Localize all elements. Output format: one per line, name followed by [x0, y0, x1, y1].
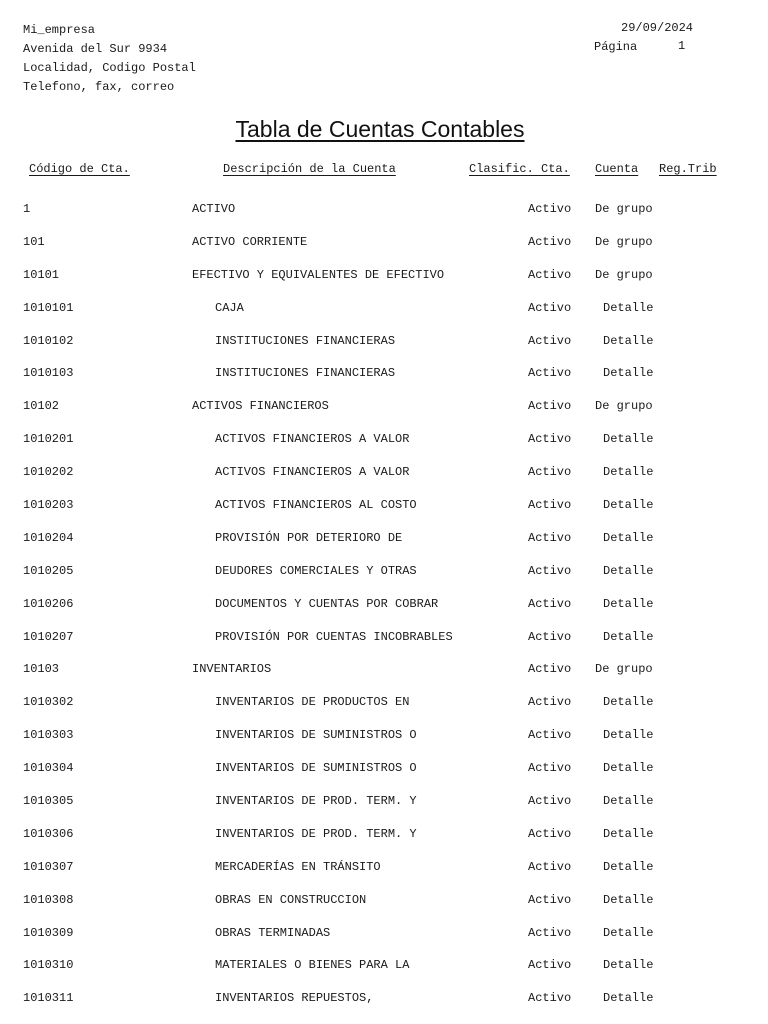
account-classification: Activo	[528, 300, 572, 315]
table-row	[0, 621, 768, 654]
table-row	[0, 292, 768, 325]
table-row	[0, 226, 768, 259]
account-classification: Activo	[528, 267, 572, 282]
company-contact: Telefono, fax, correo	[23, 80, 175, 94]
account-type: Detalle	[603, 794, 654, 809]
account-type: De grupo	[595, 662, 653, 677]
company-info	[23, 21, 196, 97]
account-code: 10102	[23, 399, 60, 414]
account-description: INSTITUCIONES FINANCIERAS	[215, 333, 396, 348]
account-description: INVENTARIOS REPUESTOS,	[215, 991, 374, 1006]
account-description: CAJA	[215, 300, 244, 315]
account-type: Detalle	[603, 300, 654, 315]
table-row	[0, 884, 768, 917]
page-label: Página	[594, 40, 638, 54]
table-row	[0, 949, 768, 982]
account-code: 1010201	[23, 432, 74, 447]
table-row	[0, 917, 768, 950]
account-description: ACTIVO	[192, 202, 236, 216]
account-code: 1	[23, 202, 31, 216]
table-row	[0, 423, 768, 456]
account-type: Detalle	[603, 366, 654, 381]
account-description: INVENTARIOS	[192, 662, 272, 677]
account-code: 1010309	[23, 925, 74, 940]
account-classification: Activo	[528, 728, 572, 743]
account-classification: Activo	[528, 465, 572, 480]
table-row	[0, 522, 768, 555]
account-type: Detalle	[603, 465, 654, 480]
account-description: INVENTARIOS DE SUMINISTROS O	[215, 728, 417, 743]
page-number: 1	[678, 39, 686, 53]
account-type: Detalle	[603, 629, 654, 644]
company-locality: Localidad, Codigo Postal	[23, 61, 196, 75]
account-type: Detalle	[603, 498, 654, 513]
account-classification: Activo	[528, 399, 572, 414]
account-code: 1010102	[23, 333, 74, 348]
account-type: Detalle	[603, 563, 654, 578]
table-row	[0, 456, 768, 489]
table-row	[0, 489, 768, 522]
account-classification: Activo	[528, 662, 572, 677]
accounts-table	[0, 193, 768, 1015]
account-classification: Activo	[528, 432, 572, 447]
report-date: 29/09/2024	[621, 21, 694, 35]
account-description: MATERIALES O BIENES PARA LA	[215, 958, 410, 973]
account-description: PROVISIÓN POR CUENTAS INCOBRABLES	[215, 629, 453, 644]
account-classification: Activo	[528, 366, 572, 381]
account-classification: Activo	[528, 859, 572, 874]
account-code: 1010310	[23, 958, 74, 973]
account-code: 1010304	[23, 761, 74, 776]
account-description: OBRAS EN CONSTRUCCION	[215, 892, 367, 907]
account-type: Detalle	[603, 761, 654, 776]
account-description: PROVISIÓN POR DETERIORO DE	[215, 530, 403, 545]
account-description: EFECTIVO Y EQUIVALENTES DE EFECTIVO	[192, 267, 445, 282]
account-classification: Activo	[528, 958, 572, 973]
account-code: 1010206	[23, 596, 74, 611]
table-row	[0, 325, 768, 358]
account-type: Detalle	[603, 432, 654, 447]
column-header-classification: Clasific. Cta.	[469, 162, 570, 176]
account-type: Detalle	[603, 826, 654, 841]
account-code: 1010306	[23, 826, 74, 841]
account-classification: Activo	[528, 892, 572, 907]
table-row	[0, 357, 768, 390]
table-row	[0, 653, 768, 686]
account-description: ACTIVOS FINANCIEROS A VALOR	[215, 465, 410, 480]
account-description: ACTIVOS FINANCIEROS AL COSTO	[215, 498, 417, 513]
account-type: De grupo	[595, 267, 653, 282]
table-row	[0, 719, 768, 752]
table-row	[0, 588, 768, 621]
account-code: 1010202	[23, 465, 74, 480]
account-type: Detalle	[603, 925, 654, 940]
account-description: INVENTARIOS DE PRODUCTOS EN	[215, 695, 410, 710]
account-classification: Activo	[528, 794, 572, 809]
account-code: 1010101	[23, 300, 74, 315]
account-type: Detalle	[603, 333, 654, 348]
account-classification: Activo	[528, 925, 572, 940]
account-code: 1010307	[23, 859, 74, 874]
account-code: 1010207	[23, 629, 74, 644]
account-description: DOCUMENTOS Y CUENTAS POR COBRAR	[215, 596, 439, 611]
account-classification: Activo	[528, 596, 572, 611]
table-row	[0, 686, 768, 719]
column-header-code: Código de Cta.	[29, 162, 130, 176]
report-title: Tabla de Cuentas Contables	[235, 116, 525, 142]
account-type: De grupo	[595, 234, 653, 249]
account-type: Detalle	[603, 596, 654, 611]
table-row	[0, 851, 768, 884]
account-type: De grupo	[595, 202, 653, 216]
account-classification: Activo	[528, 333, 572, 348]
account-type: Detalle	[603, 728, 654, 743]
company-address: Avenida del Sur 9934	[23, 42, 168, 56]
account-type: Detalle	[603, 530, 654, 545]
account-classification: Activo	[528, 530, 572, 545]
column-header-description: Descripción de la Cuenta	[223, 162, 396, 176]
account-description: ACTIVOS FINANCIEROS	[192, 399, 329, 414]
account-classification: Activo	[528, 202, 572, 216]
table-row	[0, 390, 768, 423]
account-type: Detalle	[603, 695, 654, 710]
account-type: De grupo	[595, 399, 653, 414]
table-row	[0, 193, 768, 226]
account-type: Detalle	[603, 958, 654, 973]
account-type: Detalle	[603, 892, 654, 907]
column-header-account-type: Cuenta	[595, 162, 639, 176]
account-description: ACTIVO CORRIENTE	[192, 234, 308, 249]
account-description: ACTIVOS FINANCIEROS A VALOR	[215, 432, 410, 447]
account-code: 1010311	[23, 991, 74, 1006]
account-code: 1010205	[23, 563, 74, 578]
table-row	[0, 982, 768, 1015]
table-row	[0, 259, 768, 292]
account-classification: Activo	[528, 826, 572, 841]
table-row	[0, 555, 768, 588]
account-code: 1010308	[23, 892, 74, 907]
account-classification: Activo	[528, 629, 572, 644]
table-row	[0, 752, 768, 785]
account-code: 1010302	[23, 695, 74, 710]
account-classification: Activo	[528, 234, 572, 249]
account-classification: Activo	[528, 991, 572, 1006]
account-description: INVENTARIOS DE SUMINISTROS O	[215, 761, 417, 776]
account-description: INVENTARIOS DE PROD. TERM. Y	[215, 794, 417, 809]
account-description: INSTITUCIONES FINANCIERAS	[215, 366, 396, 381]
table-row	[0, 818, 768, 851]
account-classification: Activo	[528, 761, 572, 776]
account-code: 1010103	[23, 366, 74, 381]
account-code: 1010204	[23, 530, 74, 545]
table-row	[0, 785, 768, 818]
account-code: 1010303	[23, 728, 74, 743]
account-description: INVENTARIOS DE PROD. TERM. Y	[215, 826, 417, 841]
account-description: DEUDORES COMERCIALES Y OTRAS	[215, 563, 417, 578]
company-name: Mi_empresa	[23, 23, 96, 37]
account-classification: Activo	[528, 563, 572, 578]
account-code: 1010203	[23, 498, 74, 513]
account-classification: Activo	[528, 695, 572, 710]
account-code: 101	[23, 234, 45, 249]
account-code: 10101	[23, 267, 60, 282]
account-description: OBRAS TERMINADAS	[215, 925, 331, 940]
account-type: Detalle	[603, 859, 654, 874]
account-code: 1010305	[23, 794, 74, 809]
account-classification: Activo	[528, 498, 572, 513]
account-code: 10103	[23, 662, 60, 677]
account-description: MERCADERÍAS EN TRÁNSITO	[215, 859, 381, 874]
column-header-tax-regime: Reg.Trib	[659, 162, 717, 176]
account-type: Detalle	[603, 991, 654, 1006]
